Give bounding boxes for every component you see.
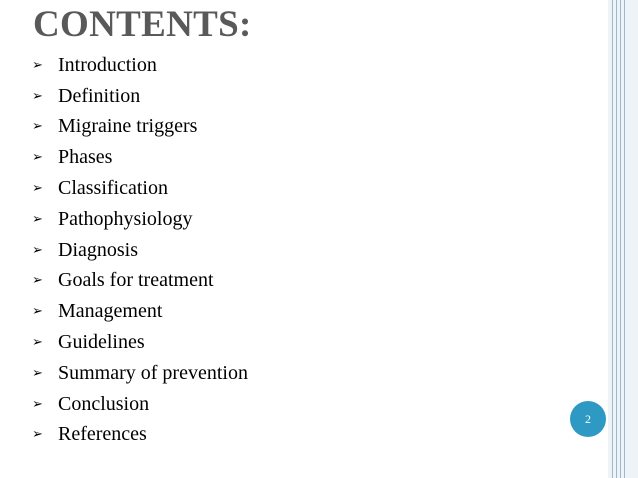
- page-number-badge: 2: [570, 401, 606, 437]
- list-item-text: Conclusion: [58, 392, 150, 415]
- arrow-bullet-icon: ➢: [32, 396, 43, 412]
- arrow-bullet-icon: ➢: [32, 57, 43, 73]
- list-item-text: Management: [58, 300, 163, 323]
- list-item: [32, 296, 248, 327]
- list-item: [32, 204, 248, 235]
- list-item: [32, 358, 248, 389]
- list-item-text: Diagnosis: [58, 238, 138, 261]
- arrow-bullet-icon: ➢: [32, 365, 43, 381]
- list-item: [32, 81, 248, 112]
- arrow-bullet-icon: ➢: [32, 335, 43, 351]
- list-item: [32, 50, 248, 81]
- list-item-text: Introduction: [58, 53, 157, 76]
- arrow-bullet-icon: ➢: [32, 181, 43, 197]
- list-item-text: Guidelines: [58, 331, 145, 354]
- list-item-text: Pathophysiology: [58, 207, 193, 230]
- list-item: [32, 266, 248, 297]
- arrow-bullet-icon: ➢: [32, 211, 43, 227]
- border-line: [620, 0, 621, 478]
- list-item-text: Summary of prevention: [58, 361, 248, 384]
- border-line: [616, 0, 617, 478]
- border-line: [624, 0, 625, 478]
- arrow-bullet-icon: ➢: [32, 304, 43, 320]
- list-item-text: Classification: [58, 177, 168, 200]
- list-item-text: References: [58, 423, 147, 446]
- list-item: [32, 142, 248, 173]
- arrow-bullet-icon: ➢: [32, 150, 43, 166]
- list-item: [32, 389, 248, 420]
- list-item-text: Definition: [58, 84, 141, 107]
- list-item-text: Phases: [58, 146, 113, 169]
- arrow-bullet-icon: ➢: [32, 119, 43, 135]
- list-item-text: Migraine triggers: [58, 115, 198, 138]
- arrow-bullet-icon: ➢: [32, 242, 43, 258]
- list-item: [32, 327, 248, 358]
- arrow-bullet-icon: ➢: [32, 88, 43, 104]
- list-item: [32, 112, 248, 143]
- contents-list: [32, 50, 248, 450]
- list-item-text: Goals for treatment: [58, 269, 214, 292]
- arrow-bullet-icon: ➢: [32, 427, 43, 443]
- slide-title: CONTENTS:: [33, 4, 252, 45]
- arrow-bullet-icon: ➢: [32, 273, 43, 289]
- border-line: [612, 0, 613, 478]
- list-item: [32, 235, 248, 266]
- list-item: [32, 420, 248, 451]
- list-item: [32, 173, 248, 204]
